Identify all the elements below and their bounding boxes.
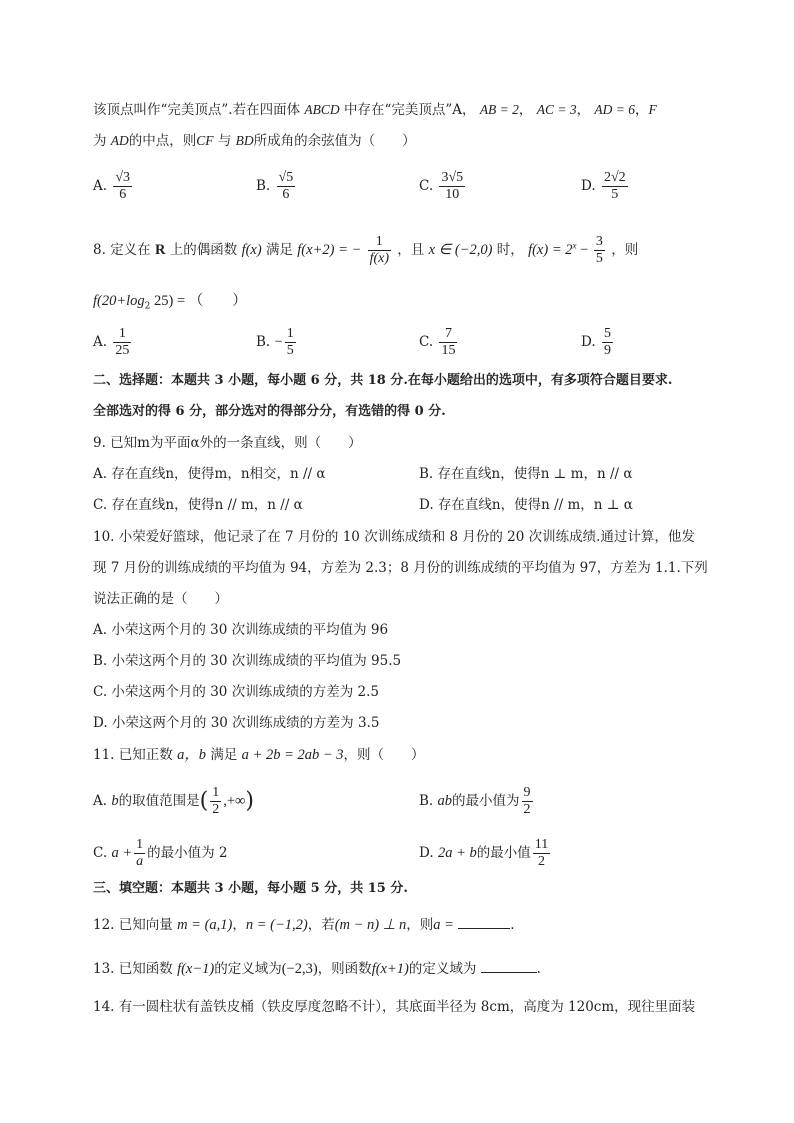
q8-option-a[interactable] [93,326,133,359]
q11-expr: 2a + b [437,845,477,861]
q12-text: ，则 [406,917,434,933]
frac-den: a [136,854,144,869]
option-fraction [210,785,221,818]
option-label: D. [581,178,596,194]
frac-num: 3 [595,234,603,249]
frac-num: 1 [368,234,391,251]
q11-text: 的最小值为 2 [147,845,228,861]
q7-text: 中存在“完美顶点”A， [343,102,476,118]
q8-exponent: x [572,240,577,251]
q7-ac: AC = 3 [536,102,577,117]
answer-blank[interactable] [458,914,510,929]
q8-expression-end: 25) = （ ） [150,293,247,309]
q8-fx2: f(x) = 2 [528,242,573,258]
frac-den: 2 [212,802,220,817]
q11-text: 满足 [210,747,238,763]
q8-text: 上的偶函数 [169,242,238,258]
q9-option-c[interactable]: C. 存在直线n，使得n // m，n // α [93,497,303,513]
option-fraction [285,326,296,359]
infinity: ,+∞ [223,793,246,809]
option-label: D. [581,334,596,350]
frac-num: √3 [115,170,131,185]
option-fraction [533,837,550,870]
q9-stem: 9. 已知m为平面α外的一条直线，则（ ） [93,435,362,451]
option-fraction [277,170,296,203]
q7-text: 的中点，则 [128,133,197,149]
frac-den: 5 [611,187,619,202]
vector-m: m = (a,1) [177,917,233,933]
q13-text: 的定义域为 [214,961,282,977]
frac-den: 25 [115,343,130,358]
frac-num: 1 [286,326,294,341]
q7-f: F [648,102,657,117]
option-label: D. [419,845,434,861]
q7-option-d[interactable] [581,170,630,203]
q7-text: 与 [217,133,232,149]
q7-option-a[interactable] [93,170,134,203]
q11-text: 的最小值为 [452,793,520,809]
left-paren: ( [199,788,209,814]
frac-den: 9 [603,343,611,358]
q11-text: 的最小值 [476,845,531,861]
log-base: 2 [144,301,151,312]
q12-text: ，若 [307,917,335,933]
q7-option-b[interactable] [256,170,297,203]
frac-num: 1 [136,837,144,852]
q13-text: ，则函数 [317,961,372,977]
q8-condition: x ∈ (−2,0) [428,242,493,258]
q11-text: 的取值范围是 [118,793,200,809]
q13-text: 13. 已知函数 [93,961,173,977]
option-label: B. [256,334,271,350]
q14-line: 14. 有一圆柱状有盖铁皮桶（铁皮厚度忽略不计），其底面半径为 8cm，高度为 120cm，现往里面装 [93,999,696,1015]
q7-bd: BD [235,133,254,148]
frac-num: 3√5 [441,170,464,185]
option-fraction [522,785,533,818]
q12-line [93,914,515,935]
q8-fx: f(x) [241,242,262,258]
q10-option-c[interactable]: C. 小荣这两个月的 30 次训练成绩的方差为 2.5 [93,684,379,700]
q7-text: 所成角的余弦值为（ ） [253,133,416,149]
q12-condition: (m − n) ⊥ n [334,917,407,933]
frac-num: 9 [523,785,531,800]
q8-const-fraction [594,234,605,267]
q13-domain: (−2,3) [281,961,318,977]
option-fraction [113,170,132,203]
option-label: A. [93,178,108,194]
q8-expression: f(20+log [93,293,145,309]
q10-line3: 说法正确的是（ ） [93,591,228,607]
tetrahedron-name: ABCD [304,102,340,117]
q9-option-a[interactable]: A. 存在直线n，使得m，n相交，n // α [93,466,326,482]
option-fraction [134,837,145,870]
q11-option-a[interactable] [93,785,254,818]
answer-blank[interactable] [481,958,537,973]
q11-expr: a + [111,845,133,861]
option-label: B. [256,178,271,194]
frac-num: 1 [113,326,131,343]
q13-line [93,958,541,979]
q8-text: 时， [496,242,524,258]
option-label: B. [419,793,434,809]
q8-option-b[interactable] [256,326,298,359]
q13-f1: f(x−1) [177,961,215,977]
q10-option-a[interactable]: A. 小荣这两个月的 30 次训练成绩的平均值为 96 [93,622,389,638]
frac-num: 2√2 [603,170,626,185]
q7-text: 该顶点叫作“完美顶点”.若在四面体 [93,102,301,118]
q11-stem [93,745,425,765]
q11-text: ，则（ ） [343,747,425,763]
q8-equation: f(x+2) = − [297,242,362,258]
frac-num: 7 [439,326,457,343]
q8-text: ，且 [397,242,425,258]
q7-option-c[interactable] [419,170,467,203]
q7-line1: 该顶点叫作“完美顶点”.若在四面体 ABCD 中存在“完美顶点”A， AB = 2， AC = 3， AD = 6，F [93,102,657,118]
option-sign: − [274,334,283,350]
option-label: A. [93,334,108,350]
q10-option-d[interactable]: D. 小荣这两个月的 30 次训练成绩的方差为 3.5 [93,715,380,731]
frac-den: 2 [537,854,545,869]
q8-text: 定义在 [110,242,151,258]
q8-minus: − [576,242,592,258]
frac-num: 1 [212,785,220,800]
right-paren: ) [245,788,254,814]
question-number: 8. [93,242,106,258]
q10-line1: 10. 小荣爱好篮球，他记录了在 7 月份的 10 次训练成绩和 8 月份的 20 次训练成绩.通过计算，他发 [93,529,695,545]
option-fraction [113,326,131,359]
q8-line2 [93,291,247,317]
option-label: C. [419,178,434,194]
q12-answer-label: a = [433,917,454,933]
q11-var-b: b [111,793,119,809]
option-label: A. [93,793,108,809]
option-label: C. [93,845,108,861]
q10-line2: 现 7 月份的训练成绩的平均值为 94，方差为 2.3；8 月份的训练成绩的平均值为 97，方差为 1.1.下列 [93,560,708,576]
frac-num: 11 [534,837,549,852]
frac-den: 10 [445,187,460,202]
q8-text: ，则 [611,242,639,258]
section-3-heading: 三、填空题：本题共 3 小题，每小题 5 分，共 15 分. [93,881,408,896]
frac-den: 6 [119,187,127,202]
q9-option-b[interactable]: B. 存在直线n，使得n ⊥ m，n // α [419,466,633,482]
frac-num: √5 [278,170,294,185]
section-2-rules: 全部选对的得 6 分，部分选对的得部分分，有选错的得 0 分. [93,404,446,419]
q8-line1 [93,234,638,267]
q11-option-b[interactable] [419,785,535,818]
q7-cf: CF [196,133,214,148]
q11-equation: a + 2b = 2ab − 3 [241,747,344,763]
frac-den: 2 [523,802,531,817]
real-set-symbol: R [154,242,166,258]
option-fraction [439,326,457,359]
q10-option-b[interactable]: B. 小荣这两个月的 30 次训练成绩的平均值为 95.5 [93,653,402,669]
option-fraction [602,170,628,203]
q7-ad2: AD [110,133,129,148]
q11-option-d[interactable] [419,837,552,870]
frac-den: 5 [286,343,294,358]
q8-eq-fraction [368,234,391,267]
option-fraction [439,170,465,203]
frac-den: 6 [282,187,290,202]
option-label: C. [419,334,434,350]
q8-option-d[interactable] [581,326,615,359]
q13-end: . [536,961,541,977]
section-2-heading: 二、选择题：本题共 3 小题，每小题 6 分，共 18 分.在每小题给出的选项中，有多项符合题目要求. [93,373,673,388]
q7-line2 [93,131,416,151]
frac-den: 15 [441,343,456,358]
q12-end: . [510,917,515,933]
q11-option-c[interactable] [93,837,228,870]
q11-ab: ab [437,793,453,809]
q13-text: 的定义域为 [408,961,477,977]
frac-num: 5 [603,326,611,341]
vector-n: n = (−1,2) [245,917,308,933]
q7-text: 为 [93,133,107,149]
q9-option-d[interactable]: D. 存在直线n，使得n // m，n ⊥ α [419,497,633,513]
q11-text: 11. 已知正数 [93,747,173,763]
q11-vars: a，b [177,747,207,763]
q13-f2: f(x+1) [371,961,409,977]
q7-ad: AD = 6 [594,102,635,117]
option-fraction [602,326,613,359]
q8-option-c[interactable] [419,326,459,359]
q12-text: 12. 已知向量 [93,917,173,933]
q8-text: 满足 [265,242,293,258]
frac-den: f(x) [369,251,389,266]
frac-den: 5 [595,251,603,266]
q12-text: ， [232,917,246,933]
q7-ab: AB = 2 [479,102,519,117]
